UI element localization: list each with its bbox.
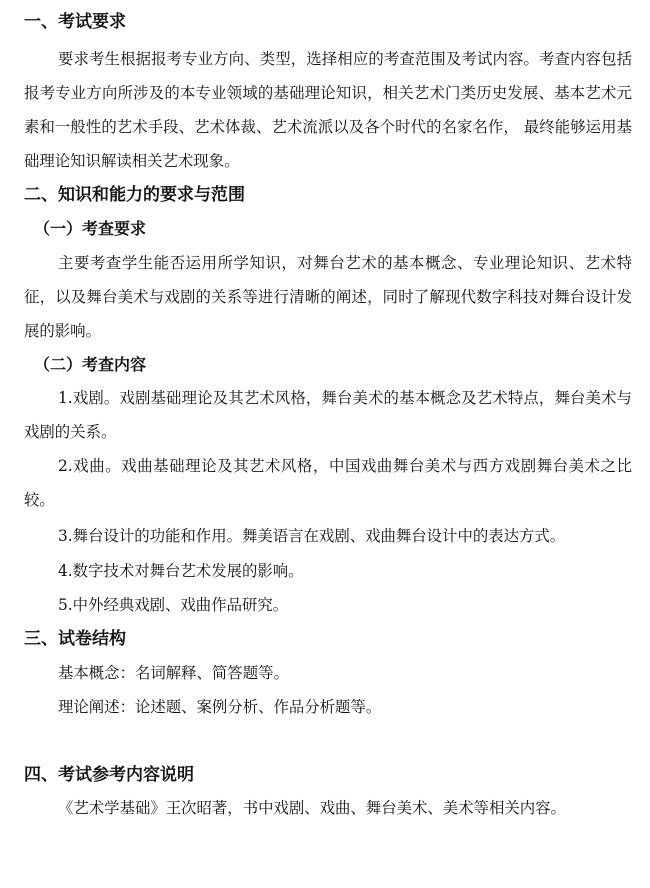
reference-paragraph: 《艺术学基础》王次昭著，书中戏剧、戏曲、舞台美术、美术等相关内容。: [58, 799, 566, 817]
subheading-assessment-requirements: （一）考查要求: [34, 219, 147, 238]
exam-requirements-paragraph: 要求考生根据报考专业方向、类型，选择相应的考查范围及考试内容。考查内容包括报考专业方向所涉及的本专业领域的基础理论知识，相关艺术门类历史发展、基本艺术元素和一般性的艺术手段、艺术体裁、艺术流派以及各个时代的名家名作， 最终能够运用基础理论知识解读相关艺术现象。: [24, 50, 632, 170]
section-heading-exam-requirements: 一、考试要求: [24, 12, 126, 32]
paper-structure-basic-concepts: 基本概念：名词解释、简答题等。: [58, 664, 289, 682]
section-heading-reference: 四、考试参考内容说明: [24, 765, 194, 785]
subheading-assessment-content: （二）考查内容: [34, 355, 147, 374]
content-item-stage-design: 3.舞台设计的功能和作用。舞美语言在戏剧、戏曲舞台设计中的表达方式。: [58, 527, 566, 545]
content-item-xiqu: 2.戏曲。戏曲基础理论及其艺术风格，中国戏曲舞台美术与西方戏剧舞台美术之比较。: [24, 457, 632, 509]
content-item-classic-works: 5.中外经典戏剧、戏曲作品研究。: [58, 596, 289, 614]
section-heading-paper-structure: 三、试卷结构: [24, 629, 126, 649]
assessment-requirements-paragraph: 主要考查学生能否运用所学知识，对舞台艺术的基本概念、专业理论知识、艺术特征，以及舞台美术与戏剧的关系等进行清晰的阐述，同时了解现代数字科技对舞台设计发展的影响。: [24, 254, 632, 340]
paper-structure-theory: 理论阐述：论述题、案例分析、作品分析题等。: [58, 698, 382, 716]
content-item-drama: 1.戏剧。戏剧基础理论及其艺术风格，舞台美术的基本概念及艺术特点，舞台美术与戏剧的关系。: [24, 389, 632, 441]
section-heading-knowledge-scope: 二、知识和能力的要求与范围: [24, 185, 245, 205]
content-item-digital-tech: 4.数字技术对舞台艺术发展的影响。: [58, 562, 304, 580]
